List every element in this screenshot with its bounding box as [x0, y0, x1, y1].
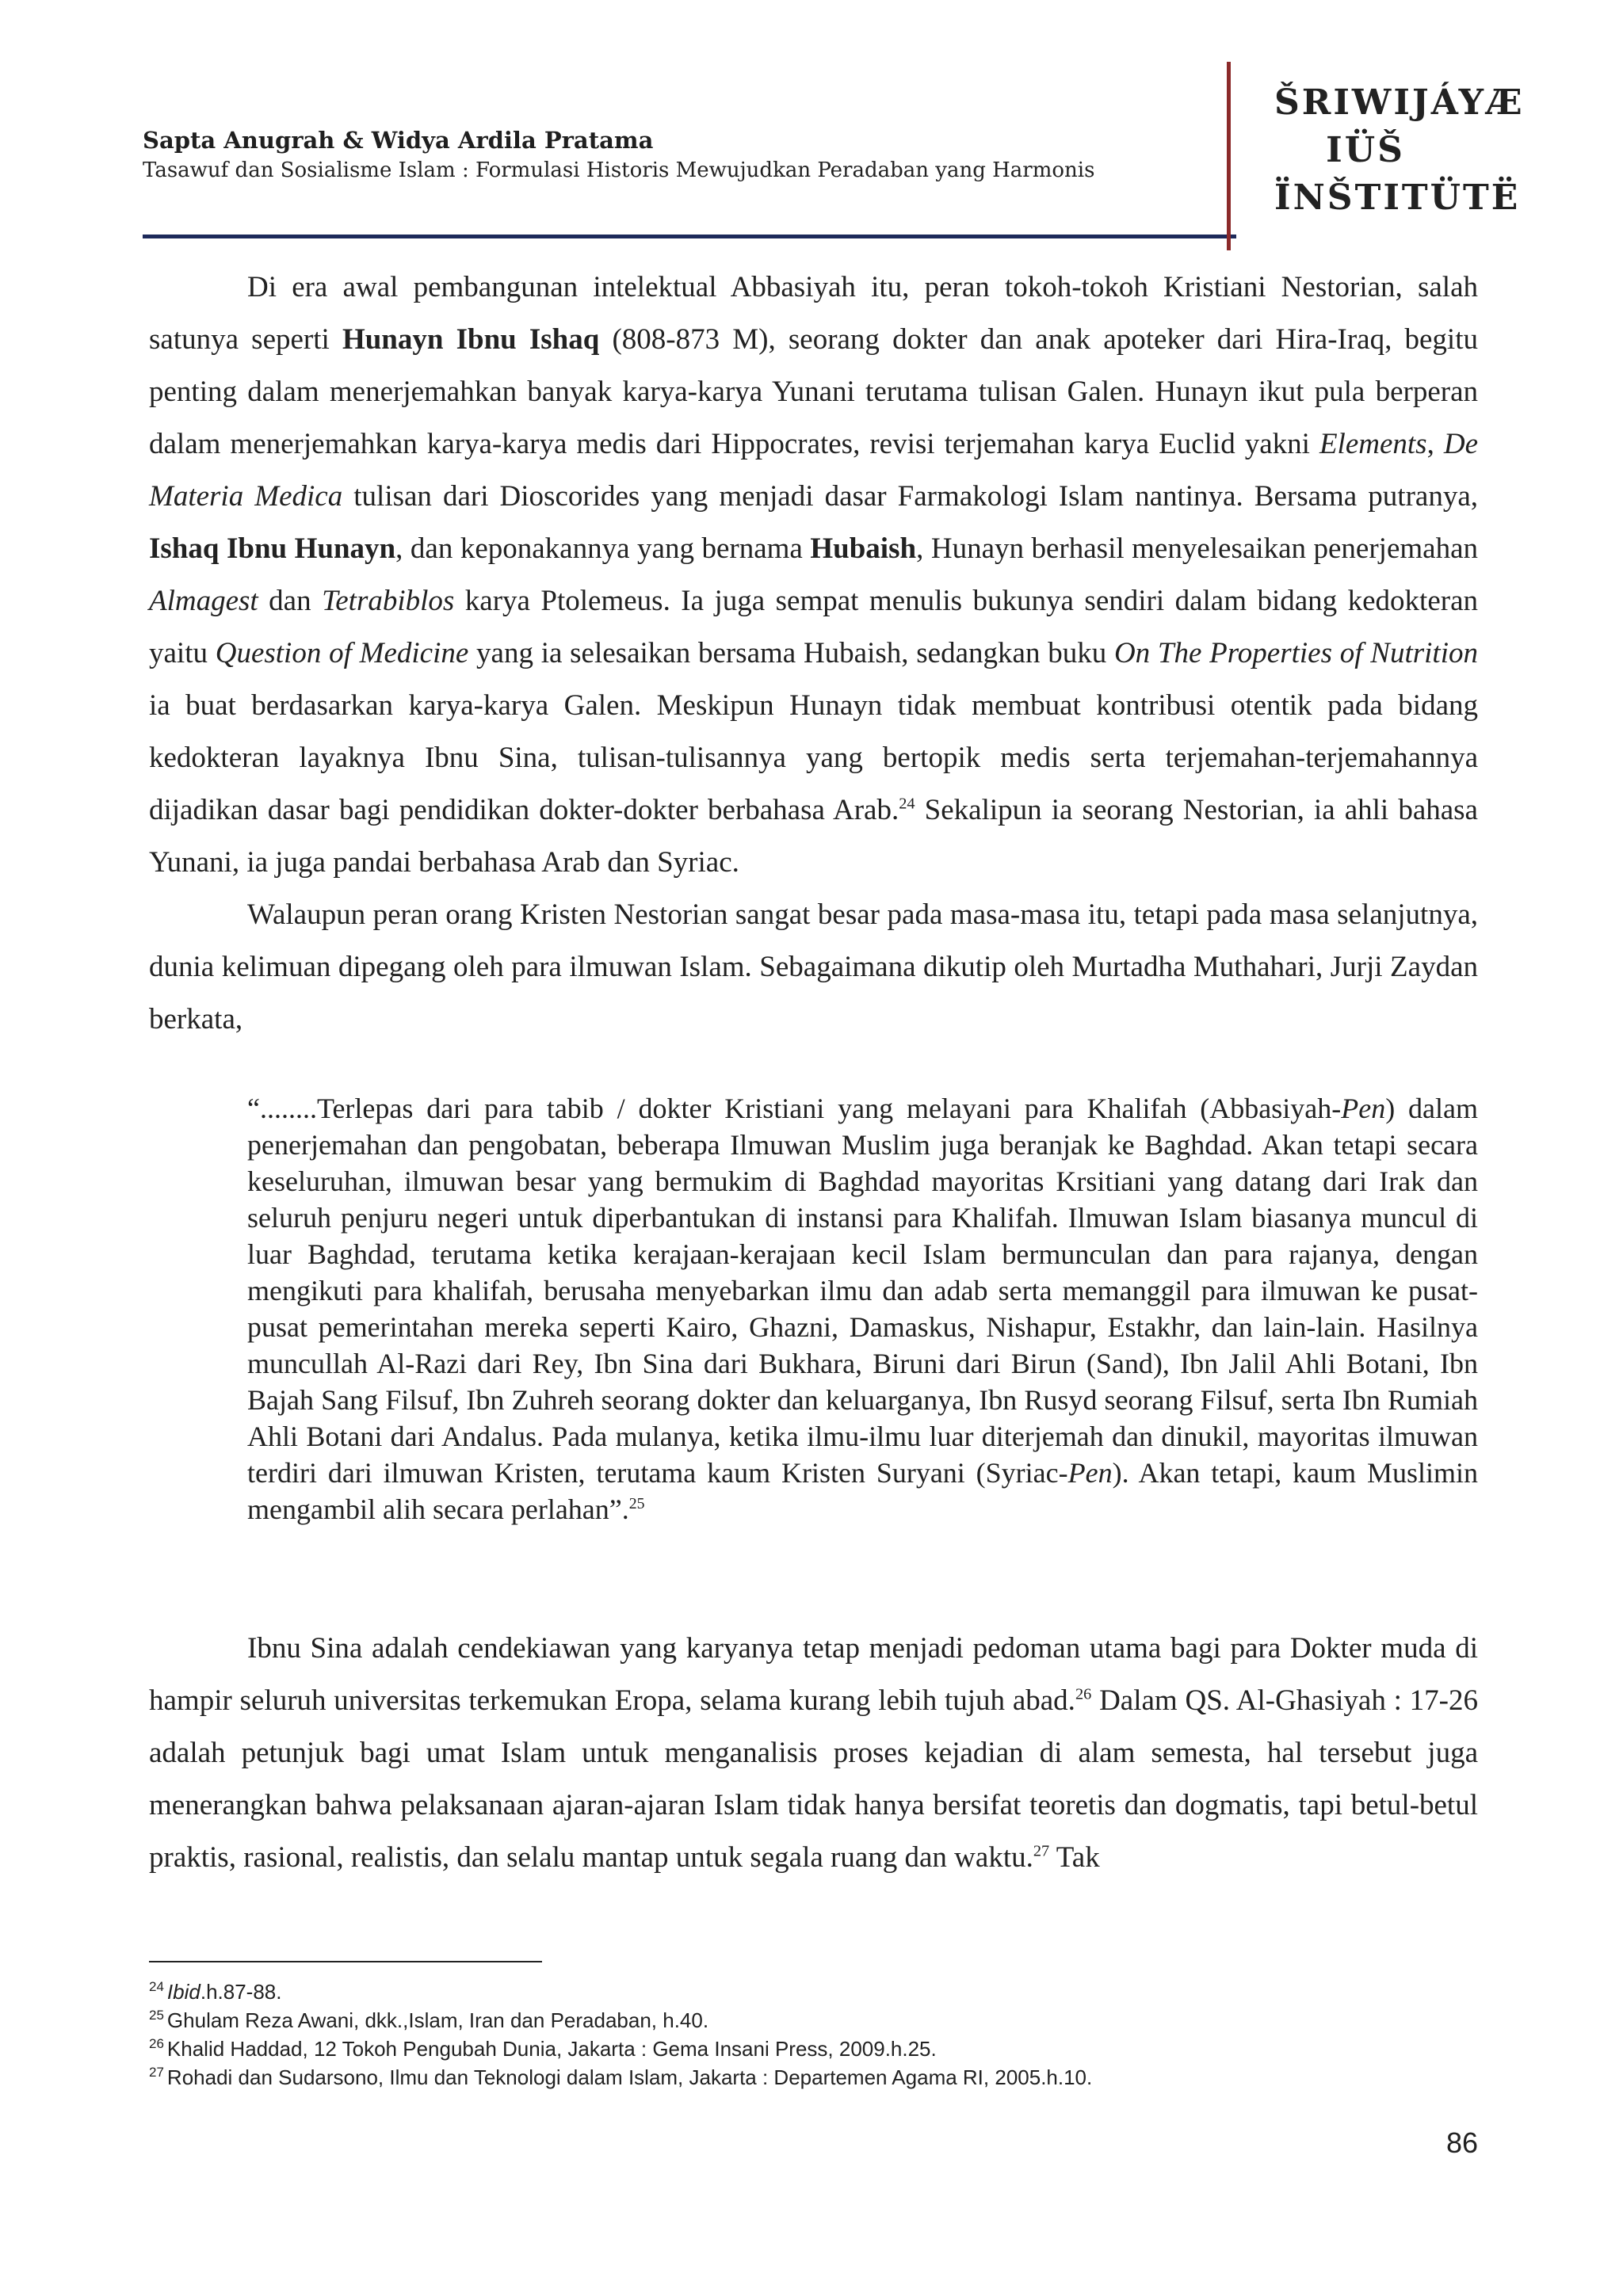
- footnote-ref-25[interactable]: 25: [628, 1495, 645, 1512]
- paragraph-1: Di era awal pembangunan intelektual Abbasiyah itu, peran tokoh-tokoh Kristiani Nestorian, salah satunya seperti Hunayn Ibnu Ishaq (808-873 M), seorang dokter dan anak apoteker dari Hira-Iraq, begitu penting dalam menerjemahkan banyak karya-karya Yunani terutama tulisan Galen. Hunayn ikut pula berperan dalam menerjemahkan karya-karya medis dari Hippocrates, revisi terjemahan karya Euclid yakni Elements, De Materia Medica tulisan dari Dioscorides yang menjadi dasar Farmakologi Islam nantinya. Bersama putranya, Ishaq Ibnu Hunayn, dan keponakannya yang bernama Hubaish, Hunayn berhasil menyelesaikan penerjemahan Almagest dan Tetrabiblos karya Ptolemeus. Ia juga sempat menulis bukunya sendiri dalam bidang kedokteran yaitu Question of Medicine yang ia selesaikan bersama Hubaish, sedangkan buku On The Properties of Nutrition ia buat berdasarkan karya-karya Galen. Meskipun Hunayn tidak membuat kontribusi otentik pada bidang kedokteran layaknya Ibnu Sina, tulisan-tulisannya yang bertopik medis serta terjemahan-terjemahannya dijadikan dasar bagi pendidikan dokter-dokter berbahasa Arab.$^{24}$ Sekalipun ia seorang Nestorian, ia ahli bahasa Yunani, ia juga pandai berbahasa Arab dan Syriac.: [149, 271, 1479, 879]
- footnote-25: $^{25}$ Ghulam Reza Awani, dkk.,Islam, Iran dan Peradaban, h.40.: [149, 2008, 709, 2032]
- header-vertical-rule: [1227, 62, 1231, 250]
- page-number: 86: [1445, 2126, 1478, 2159]
- footnote-26: $^{26}$ Khalid Haddad, 12 Tokoh Pengubah Dunia, Jakarta : Gema Insani Press, 2009.h.25.: [149, 2036, 937, 2061]
- header-rule: [143, 235, 1236, 238]
- footnote-ref-27[interactable]: 27: [1033, 1842, 1050, 1860]
- footnote-24: $^{24}$ Ibid.h.87-88.: [149, 1979, 282, 2004]
- header-authors: Sapta Anugrah & Widya Ardila Pratama: [143, 127, 654, 154]
- paragraph-2: Walaupun peran orang Kristen Nestorian sangat besar pada masa-masa itu, tetapi pada masa selanjutnya, dunia kelimuan dipegang oleh para ilmuwan Islam. Sebagaimana dikutip oleh Murtadha Muthahari, Jurji Zaydan berkata,: [149, 898, 1478, 1035]
- sriwijaya-law-institute-logo: [1274, 82, 1525, 236]
- block-quote: “........Terlepas dari para tabib / dokter Kristiani yang melayani para Khalifah (Abbasiyah-Pen) dalam penerjemahan dan pengobatan, beberapa Ilmuwan Muslim juga beranjak ke Baghdad. Akan tetapi secara keseluruhan, ilmuwan besar yang bermukim di Baghdad mayoritas Krsitiani yang datang dari Irak dan seluruh penjuru negeri untuk diperbantukan di instansi para Khalifah. Ilmuwan Islam biasanya muncul di luar Baghdad, terutama ketika kerajaan-kerajaan kecil Islam bermunculan dan para rajanya, dengan mengikuti para khalifah, berusaha menyebarkan ilmu dan adab serta memanggil para ilmuwan ke pusat-pusat pemerintahan mereka seperti Kairo, Ghazni, Damaskus, Nishapur, Estakhr, dan lain-lain. Hasilnya muncullah Al-Razi dari Rey, Ibn Sina dari Bukhara, Biruni dari Birun (Sand), Ibn Jalil Ahli Botani, Ibn Bajah Sang Filsuf, Ibn Zuhreh seorang dokter dan keluarganya, Ibn Rusyd seorang Filsuf, serta Ibn Rumiah Ahli Botani dari Andalus. Pada mulanya, ketika ilmu-ilmu luar diterjemah dan dinukil, mayoritas ilmuwan terdiri dari ilmuwan Kristen, terutama kaum Kristen Suryani (Syriac-Pen). Akan tetapi, kaum Muslimin mengambil alih secara perlahan”.$^{25}$: [247, 1093, 1478, 1525]
- body-text-continued: [149, 1623, 1478, 1884]
- body-text: [149, 261, 1478, 1046]
- footnote-ref-26[interactable]: 26: [1075, 1685, 1092, 1703]
- footnote-27: $^{27}$ Rohadi dan Sudarsono, Ilmu dan Teknologi dalam Islam, Jakarta : Departemen Agama RI, 2005.h.10.: [149, 2065, 1093, 2089]
- paragraph-3: Ibnu Sina adalah cendekiawan yang karyanya tetap menjadi pedoman utama bagi para Dokter muda di hampir seluruh universitas terkemukan Eropa, selama kurang lebih tujuh abad.$^{26}$ Dalam QS. Al-Ghasiyah : 17-26 adalah petunjuk bagi umat Islam untuk menganalisis proses kejadian di alam semesta, hal tersebut juga menerangkan bahwa pelaksanaan ajaran-ajaran Islam tidak hanya bersifat teoretis dan dogmatis, tapi betul-betul praktis, rasional, realistis, dan selalu mantap untuk segala ruang dan waktu.$^{27}$ Tak: [149, 1632, 1478, 1874]
- logo-line-1: ŠRIWIJÁYÆ: [1274, 82, 1525, 123]
- footnote-ref-24[interactable]: 24: [899, 795, 915, 813]
- logo-line-2: IÜŠ: [1326, 130, 1405, 170]
- header-article-title: Tasawuf dan Sosialisme Islam : Formulasi Historis Mewujudkan Peradaban yang Harmonis: [143, 158, 1095, 182]
- running-header: [143, 127, 1252, 182]
- logo-line-3: ÏNŠTITÜTË: [1274, 177, 1521, 218]
- footnotes: [149, 1978, 1478, 2092]
- footnote-separator: [149, 1961, 542, 1962]
